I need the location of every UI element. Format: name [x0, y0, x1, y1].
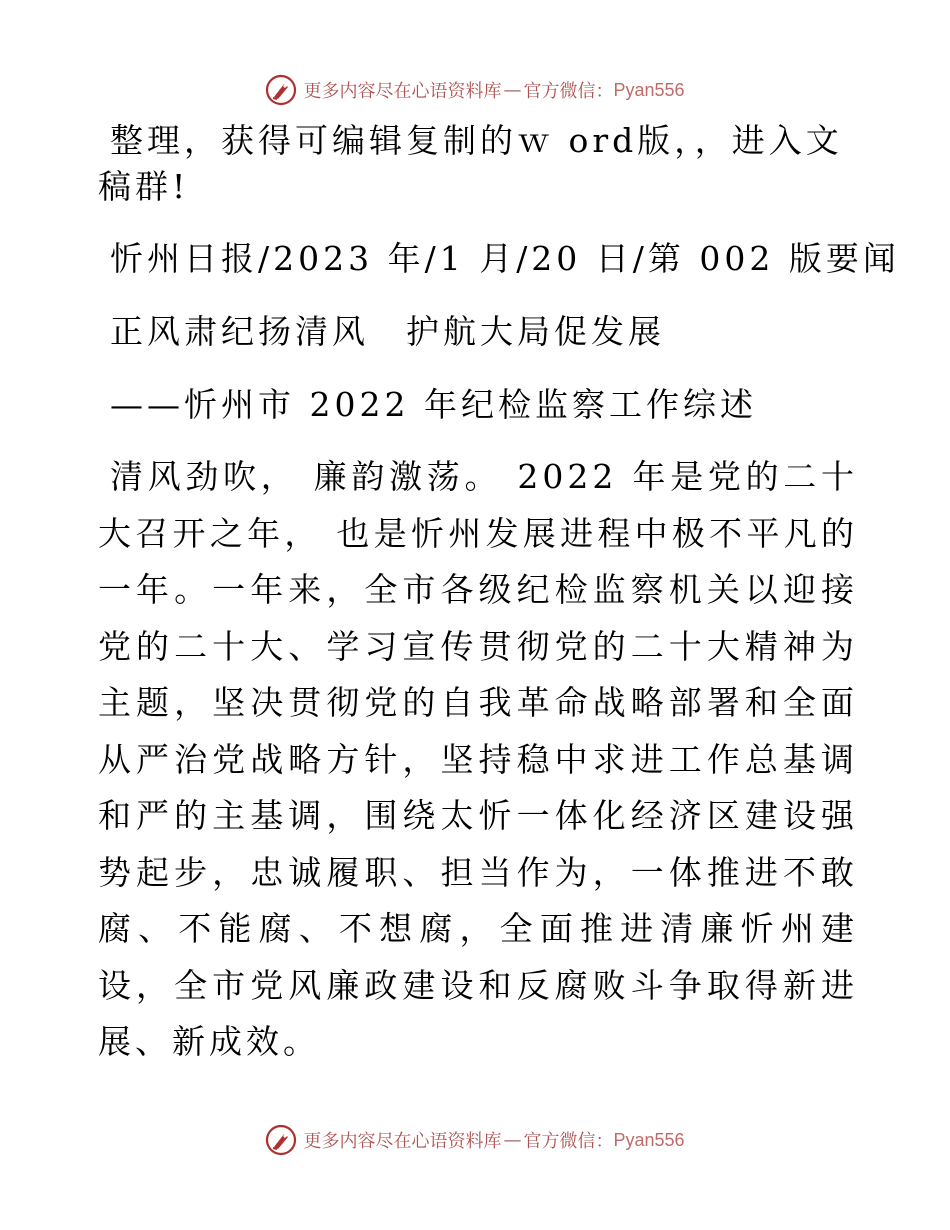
article-headline: 正风肃纪扬清风 护航大局促发展 — [110, 312, 665, 351]
watermark-separator: — — [503, 79, 522, 101]
watermark-wechat-label: 官方微信： — [523, 1131, 614, 1152]
header-watermark — [0, 70, 950, 110]
watermark-wechat-id: Pyan556 — [613, 79, 685, 100]
article-body-paragraph: 清风劲吹， 廉韵激荡。 2022 年是党的二十大召开之年， 也是忻州发展进程中极不平凡的一年。一年来，全市各级纪检监察机关以迎接党的二十大、学习宣传贯彻党的二十大精神为主题，坚决贯彻党的自我革命战略部署和全面从严治党战略方针，坚持稳中求进工作总基调和严的主基调，围绕太忻一体化经济区建设强势起步，忠诚履职、担当作为，一体推进不敢腐、不能腐、不想腐，全面推进清廉忻州建设，全市党风廉政建设和反腐败斗争取得新进展、新成效。 — [98, 457, 858, 1061]
watermark-separator: — — [503, 1129, 522, 1151]
pen-nib-logo-icon — [265, 74, 297, 106]
watermark-wechat-id: Pyan556 — [613, 1129, 685, 1150]
footer-watermark — [0, 1120, 950, 1160]
article-subheadline: ——忻州市 2022 年纪检监察工作综述 — [110, 385, 757, 424]
intro-paragraph: 整理，获得可编辑复制的ｗ ord版，，进入文稿群! — [98, 121, 843, 206]
watermark-text: 更多内容尽在心语资料库 — [303, 81, 502, 102]
watermark-text: 更多内容尽在心语资料库 — [303, 1131, 502, 1152]
watermark-wechat-label: 官方微信： — [523, 81, 614, 102]
source-line: 忻州日报/2023 年/1 月/20 日/第 002 版要闻 — [110, 239, 900, 278]
pen-nib-logo-icon — [265, 1124, 297, 1156]
document-content — [98, 118, 900, 1071]
